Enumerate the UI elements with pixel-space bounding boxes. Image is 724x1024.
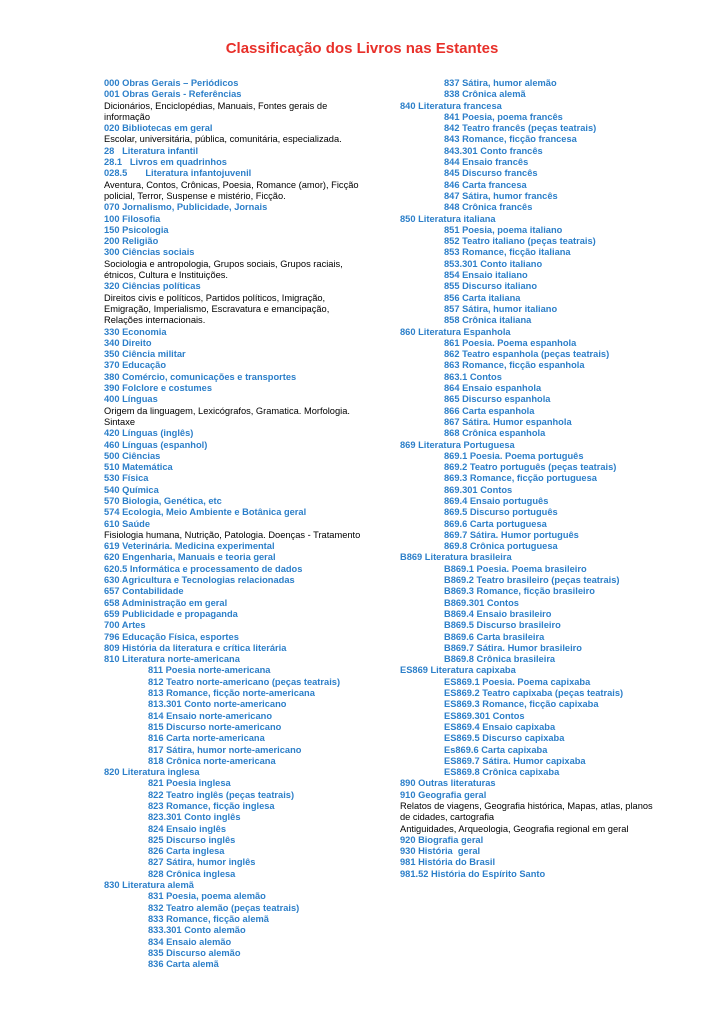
subcategory-entry: 815 Discurso norte-americano xyxy=(148,721,282,732)
category-entry: 460 Línguas (espanhol) xyxy=(104,439,208,450)
subcategory-entry: ES869.8 Crônica capixaba xyxy=(444,767,560,778)
category-entry: 001 Obras Gerais - Referências xyxy=(104,89,242,100)
category-entry: 530 Física xyxy=(104,473,149,484)
subcategory-entry: B869.2 Teatro brasileiro (peças teatrais) xyxy=(444,575,620,586)
category-entry: 150 Psicologia xyxy=(104,224,169,235)
subcategory-entry: 828 Crônica inglesa xyxy=(148,868,236,879)
subcategory-entry: 865 Discurso espanhola xyxy=(444,394,551,405)
subcategory-entry: 857 Sátira, humor italiano xyxy=(444,303,558,314)
category-entry: 420 Línguas (inglês) xyxy=(104,428,194,439)
subcategory-entry: 866 Carta espanhola xyxy=(444,405,535,416)
description-text: Relatos de viagens, Geografia histórica, Mapas, atlas, planos de cidades, cartografia xyxy=(400,801,653,823)
subcategory-entry: 833 Romance, ficção alemã xyxy=(148,913,269,924)
subcategory-entry: 855 Discurso italiano xyxy=(444,281,538,292)
subcategory-entry: 869.6 Carta portuguesa xyxy=(444,518,547,529)
category-entry: 796 Educação Física, esportes xyxy=(104,631,239,642)
subcategory-entry: 841 Poesia, poema francês xyxy=(444,111,563,122)
category-entry: ES869 Literatura capixaba xyxy=(400,665,516,676)
category-entry: 540 Química xyxy=(104,484,159,495)
subcategory-entry: 821 Poesia inglesa xyxy=(148,778,231,789)
category-entry: 28.1 Livros em quadrinhos xyxy=(104,157,227,168)
description-text: Direitos civis e políticos, Partidos políticos, Imigração, Emigração, Imperialismo, Escravatura e emancipação, Relações internacionais. xyxy=(104,292,330,326)
right-column xyxy=(400,78,655,880)
category-entry: 869 Literatura Portuguesa xyxy=(400,439,515,450)
subcategory-entry: 844 Ensaio francês xyxy=(444,157,529,168)
subcategory-entry: 826 Carta inglesa xyxy=(148,846,225,857)
subcategory-entry: 845 Discurso francês xyxy=(444,168,538,179)
category-entry: 810 Literatura norte-americana xyxy=(104,654,240,665)
subcategory-entry: ES869.1 Poesia. Poema capixaba xyxy=(444,676,591,687)
category-entry: 890 Outras literaturas xyxy=(400,778,496,789)
subcategory-entry: 818 Crônica norte-americana xyxy=(148,755,276,766)
category-entry: 809 História da literatura e crítica literária xyxy=(104,642,287,653)
category-entry: 860 Literatura Espanhola xyxy=(400,326,511,337)
subcategory-entry: 853.301 Conto italiano xyxy=(444,258,543,269)
category-entry: 610 Saúde xyxy=(104,518,150,529)
category-entry: 380 Comércio, comunicações e transportes xyxy=(104,371,297,382)
subcategory-entry: 835 Discurso alemão xyxy=(148,947,241,958)
category-entry: 500 Ciências xyxy=(104,450,161,461)
category-entry: 000 Obras Gerais – Periódicos xyxy=(104,78,239,88)
category-entry: 981.52 História do Espírito Santo xyxy=(400,868,546,879)
subcategory-entry: 869.301 Contos xyxy=(444,484,513,495)
category-entry: 820 Literatura inglesa xyxy=(104,767,200,778)
subcategory-entry: 864 Ensaio espanhola xyxy=(444,383,542,394)
subcategory-entry: 852 Teatro italiano (peças teatrais) xyxy=(444,236,596,247)
subcategory-entry: 833.301 Conto alemão xyxy=(148,925,246,936)
subcategory-entry: 832 Teatro alemão (peças teatrais) xyxy=(148,902,300,913)
subcategory-entry: Es869.6 Carta capixaba xyxy=(444,744,548,755)
subcategory-entry: 811 Poesia norte-americana xyxy=(148,665,271,676)
category-entry: 100 Filosofia xyxy=(104,213,161,224)
left-column xyxy=(104,78,366,970)
subcategory-entry: 847 Sátira, humor francês xyxy=(444,190,558,201)
subcategory-entry: 862 Teatro espanhola (peças teatrais) xyxy=(444,349,610,360)
category-entry: 350 Ciência militar xyxy=(104,349,186,360)
subcategory-entry: 822 Teatro inglês (peças teatrais) xyxy=(148,789,295,800)
category-entry: 300 Ciências sociais xyxy=(104,247,195,258)
description-text: Origem da linguagem, Lexicógrafos, Gramatica. Morfologia. Sintaxe xyxy=(104,405,350,427)
subcategory-entry: 813 Romance, ficção norte-americana xyxy=(148,688,315,699)
subcategory-entry: B869.6 Carta brasileira xyxy=(444,631,545,642)
category-entry: 658 Administração em geral xyxy=(104,597,228,608)
category-entry: 700 Artes xyxy=(104,620,146,631)
subcategory-entry: ES869.7 Sátira. Humor capixaba xyxy=(444,755,586,766)
category-entry: 340 Direito xyxy=(104,337,152,348)
subcategory-entry: B869.4 Ensaio brasileiro xyxy=(444,608,552,619)
subcategory-entry: 827 Sátira, humor inglês xyxy=(148,857,256,868)
category-entry: 920 Biografia geral xyxy=(400,834,484,845)
subcategory-entry: B869.3 Romance, ficção brasileiro xyxy=(444,586,595,597)
subcategory-entry: B869.1 Poesia. Poema brasileiro xyxy=(444,563,587,574)
category-entry: 910 Geografia geral xyxy=(400,789,487,800)
subcategory-entry: 816 Carta norte-americana xyxy=(148,733,265,744)
subcategory-entry: 848 Crônica francês xyxy=(444,202,533,213)
subcategory-entry: ES869.2 Teatro capixaba (peças teatrais) xyxy=(444,688,624,699)
description-text: Fisiologia humana, Nutrição, Patologia. Doenças - Tratamento xyxy=(104,529,361,540)
category-entry: 659 Publicidade e propaganda xyxy=(104,608,238,619)
subcategory-entry: 854 Ensaio italiano xyxy=(444,270,528,281)
subcategory-entry: 867 Sátira. Humor espanhola xyxy=(444,416,572,427)
description-text: Escolar, universitária, pública, comunitária, especializada. xyxy=(104,134,342,145)
subcategory-entry: 824 Ensaio inglês xyxy=(148,823,227,834)
category-entry: 840 Literatura francesa xyxy=(400,100,502,111)
category-entry: 020 Bibliotecas em geral xyxy=(104,123,213,134)
category-entry: 930 História geral xyxy=(400,846,481,857)
subcategory-entry: 853 Romance, ficção italiana xyxy=(444,247,571,258)
page-title: Classificação dos Livros nas Estantes xyxy=(225,40,499,57)
subcategory-entry: 842 Teatro francês (peças teatrais) xyxy=(444,123,597,134)
category-entry: 028.5 Literatura infantojuvenil xyxy=(104,168,252,179)
subcategory-entry: 837 Sátira, humor alemão xyxy=(444,78,557,88)
category-entry: B869 Literatura brasileira xyxy=(400,552,512,563)
subcategory-entry: 846 Carta francesa xyxy=(444,179,527,190)
category-entry: 620 Engenharia, Manuais e teoria geral xyxy=(104,552,276,563)
subcategory-entry: 869.7 Sátira. Humor português xyxy=(444,529,579,540)
subcategory-entry: 836 Carta alemã xyxy=(148,959,219,970)
subcategory-entry: B869.301 Contos xyxy=(444,597,519,608)
subcategory-entry: B869.8 Crônica brasileira xyxy=(444,654,556,665)
category-entry: 370 Educação xyxy=(104,360,167,371)
subcategory-entry: 817 Sátira, humor norte-americano xyxy=(148,744,302,755)
category-entry: 28 Literatura infantil xyxy=(104,145,199,156)
subcategory-entry: 856 Carta italiana xyxy=(444,292,521,303)
description-text: Antiguidades, Arqueologia, Geografia regional em geral xyxy=(400,823,629,834)
category-entry: 619 Veterinária. Medicina experimental xyxy=(104,541,275,552)
category-entry: 510 Matemática xyxy=(104,462,173,473)
category-entry: 330 Economia xyxy=(104,326,167,337)
subcategory-entry: 863.1 Contos xyxy=(444,371,502,382)
category-entry: 620.5 Informática e processamento de dados xyxy=(104,563,303,574)
subcategory-entry: 838 Crônica alemã xyxy=(444,89,526,100)
subcategory-entry: 851 Poesia, poema italiano xyxy=(444,224,563,235)
category-entry: 570 Biologia, Genética, etc xyxy=(104,495,222,506)
subcategory-entry: 823 Romance, ficção inglesa xyxy=(148,801,275,811)
subcategory-entry: 814 Ensaio norte-americano xyxy=(148,710,273,721)
subcategory-entry: ES869.301 Contos xyxy=(444,710,525,721)
subcategory-entry: 869.4 Ensaio português xyxy=(444,495,549,506)
category-entry: 400 Línguas xyxy=(104,394,158,405)
subcategory-entry: 869.1 Poesia. Poema português xyxy=(444,450,584,461)
subcategory-entry: 868 Crônica espanhola xyxy=(444,428,546,439)
description-text: Sociologia e antropologia, Grupos sociais, Grupos raciais, étnicos, Cultura e Instituições. xyxy=(104,258,343,281)
subcategory-entry: 861 Poesia. Poema espanhola xyxy=(444,337,577,348)
subcategory-entry: 843 Romance, ficção francesa xyxy=(444,134,577,145)
subcategory-entry: 834 Ensaio alemão xyxy=(148,936,232,947)
subcategory-entry: 823.301 Conto inglês xyxy=(148,812,241,823)
subcategory-entry: 869.8 Crônica portuguesa xyxy=(444,541,558,552)
category-entry: 630 Agricultura e Tecnologias relacionadas xyxy=(104,575,295,586)
description-text: Dicionários, Enciclopédias, Manuais, Fontes gerais de informação xyxy=(104,100,328,122)
category-entry: 320 Ciências políticas xyxy=(104,281,201,292)
category-entry: 200 Religião xyxy=(104,236,159,247)
subcategory-entry: ES869.5 Discurso capixaba xyxy=(444,733,565,744)
category-entry: 574 Ecologia, Meio Ambiente e Botânica geral xyxy=(104,507,307,518)
subcategory-entry: 869.2 Teatro português (peças teatrais) xyxy=(444,462,617,473)
subcategory-entry: 825 Discurso inglês xyxy=(148,834,236,845)
category-entry: 657 Contabilidade xyxy=(104,586,184,597)
subcategory-entry: B869.5 Discurso brasileiro xyxy=(444,620,561,631)
subcategory-entry: 812 Teatro norte-americano (peças teatrais) xyxy=(148,676,341,687)
category-entry: 850 Literatura italiana xyxy=(400,213,496,224)
category-entry: 830 Literatura alemã xyxy=(104,880,194,891)
subcategory-entry: 858 Crônica italiana xyxy=(444,315,532,326)
category-entry: 070 Jornalismo, Publicidade, Jornais xyxy=(104,202,268,213)
description-text: Aventura, Contos, Crônicas, Poesia, Romance (amor), Ficção policial, Terror, Suspense e mistério, Ficção. xyxy=(104,179,359,201)
subcategory-entry: 843.301 Conto francês xyxy=(444,145,543,156)
category-entry: 981 História do Brasil xyxy=(400,857,496,868)
subcategory-entry: 869.5 Discurso português xyxy=(444,507,558,518)
subcategory-entry: 863 Romance, ficção espanhola xyxy=(444,360,585,371)
subcategory-entry: B869.7 Sátira. Humor brasileiro xyxy=(444,642,582,653)
subcategory-entry: ES869.3 Romance, ficção capixaba xyxy=(444,699,599,710)
subcategory-entry: 831 Poesia, poema alemão xyxy=(148,891,266,902)
subcategory-entry: ES869.4 Ensaio capixaba xyxy=(444,721,556,732)
category-entry: 390 Folclore e costumes xyxy=(104,383,212,394)
subcategory-entry: 813.301 Conto norte-americano xyxy=(148,699,287,710)
subcategory-entry: 869.3 Romance, ficção portuguesa xyxy=(444,473,597,484)
